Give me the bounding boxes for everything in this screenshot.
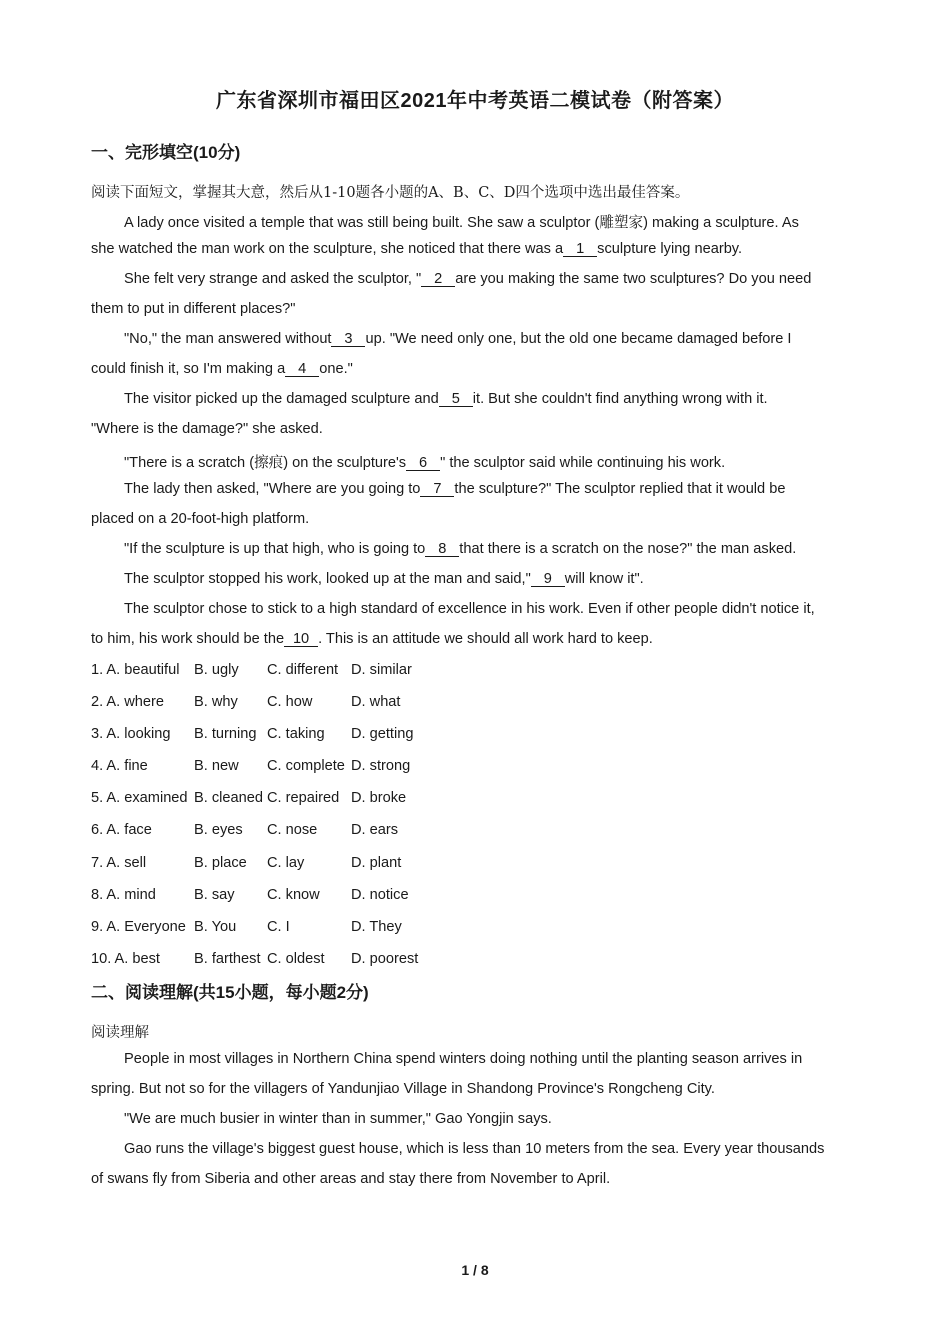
option-6a: 6. A. face [91,822,152,838]
blank-5: 5 [439,392,473,407]
option-6b: B. eyes [194,822,243,838]
passage-line: of swans fly from Siberia and other areas and stay there from November to April. [91,1171,611,1187]
option-5b: B. cleaned [194,790,263,806]
passage-line [124,271,904,287]
option-8b: B. say [194,887,235,903]
option-1d: D. similar [351,662,412,678]
option-6d: D. ears [351,822,399,838]
option-7a: 7. A. sell [91,855,147,871]
option-10b: B. farthest [194,951,261,967]
text-run: The visitor picked up the damaged sculpture and [124,391,439,407]
option-9c: C. I [267,919,290,935]
text-run: The lady then asked, "Where are you going to [124,481,421,497]
passage-line [124,541,904,557]
passage-line [124,481,904,497]
option-5c: C. repaired [267,790,340,806]
option-8c: C. know [267,887,320,903]
text-run: The sculptor stopped his work, looked up at the man and said," [124,571,531,587]
section2-subheading: 阅读理解 [91,1025,149,1041]
option-9a: 9. A. Everyone [91,919,186,935]
text-run: sculpture lying nearby. [597,241,743,257]
section1-heading: 一、完形填空(10分) [91,143,241,162]
option-2d: D. what [351,694,401,710]
option-3d: D. getting [351,726,414,742]
text-run: that there is a scratch on the nose?" the man asked. [459,541,797,557]
option-8d: D. notice [351,887,409,903]
passage-line: Gao runs the village's biggest guest house, which is less than 10 meters from the sea. Every year thousands [124,1141,825,1157]
passage-line: "Where is the damage?" she asked. [91,421,323,437]
option-10c: C. oldest [267,951,325,967]
text-run: one." [319,361,353,377]
passage-line: The sculptor chose to stick to a high standard of excellence in his work. Even if other people didn't notice it, [124,601,815,617]
blank-8: 8 [425,542,459,557]
passage-line [91,241,871,257]
blank-3: 3 [331,332,365,347]
option-9b: B. You [194,919,237,935]
passage-line: "We are much busier in winter than in summer," Gao Yongjin says. [124,1111,552,1127]
passage-line [124,331,904,347]
option-3c: C. taking [267,726,325,742]
option-7d: D. plant [351,855,402,871]
option-1b: B. ugly [194,662,239,678]
passage-line [91,361,871,377]
option-4b: B. new [194,758,239,774]
option-10d: D. poorest [351,951,419,967]
passage-line: spring. But not so for the villagers of Yandunjiao Village in Shandong Province's Rongcheng City. [91,1081,715,1097]
text-run: will know it". [564,571,644,587]
section2-heading: 二、阅读理解(共15小题，每小题2分) [91,983,369,1002]
text-run: "There is a scratch (擦痕) on the sculpture's [124,455,407,471]
passage-line: them to put in different places?" [91,301,296,317]
passage-line [124,571,904,587]
text-run: it. But she couldn't find anything wrong with it. [472,391,768,407]
option-3b: B. turning [194,726,257,742]
blank-2: 2 [421,272,455,287]
option-3a: 3. A. looking [91,726,171,742]
passage-line [124,451,904,472]
text-run: She felt very strange and asked the sculptor, " [124,271,422,287]
option-2c: C. how [267,694,313,710]
text-run: "No," the man answered without [124,331,332,347]
blank-7: 7 [420,482,454,497]
option-9d: D. They [351,919,402,935]
page-title: 广东省深圳市福田区2021年中考英语二模试卷（附答案） [216,90,734,112]
passage-line [91,631,871,647]
option-2b: B. why [194,694,238,710]
option-1a: 1. A. beautiful [91,662,180,678]
option-2a: 2. A. where [91,694,165,710]
text-run: up. "We need only one, but the old one became damaged before I [365,331,792,347]
text-run: she watched the man work on the sculpture, she noticed that there was a [91,241,564,257]
option-8a: 8. A. mind [91,887,156,903]
option-10a: 10. A. best [91,951,160,967]
passage-line: People in most villages in Northern China spend winters doing nothing until the planting season arrives in [124,1051,803,1067]
option-5d: D. broke [351,790,407,806]
text-run: . This is an attitude we should all work hard to keep. [318,631,653,647]
text-run: the sculpture?" The sculptor replied that it would be [454,481,786,497]
option-7b: B. place [194,855,247,871]
blank-10: 10 [284,632,318,647]
option-5a: 5. A. examined [91,790,188,806]
passage-line [124,391,904,407]
blank-6: 6 [406,456,440,471]
blank-4: 4 [285,362,319,377]
text-run: " the sculptor said while continuing his work. [440,455,726,471]
text-run: could finish it, so I'm making a [91,361,286,377]
blank-9: 9 [531,572,565,587]
option-1c: C. different [267,662,339,678]
passage-line: placed on a 20-foot-high platform. [91,511,310,527]
option-7c: C. lay [267,855,305,871]
option-4a: 4. A. fine [91,758,148,774]
passage-line: A lady once visited a temple that was still being built. She saw a sculptor (雕塑家) making a sculpture. As [124,215,799,231]
text-run: to him, his work should be the [91,631,285,647]
text-run: "If the sculpture is up that high, who is going to [124,541,426,557]
option-4c: C. complete [267,758,345,774]
section1-instruction: 阅读下面短文，掌握其大意，然后从1-10题各小题的A、B、C、D四个选项中选出最佳答案。 [91,185,690,201]
option-4d: D. strong [351,758,411,774]
page-number: 1 / 8 [461,1262,489,1278]
text-run: are you making the same two sculptures? Do you need [455,271,812,287]
option-6c: C. nose [267,822,318,838]
blank-1: 1 [563,242,597,257]
